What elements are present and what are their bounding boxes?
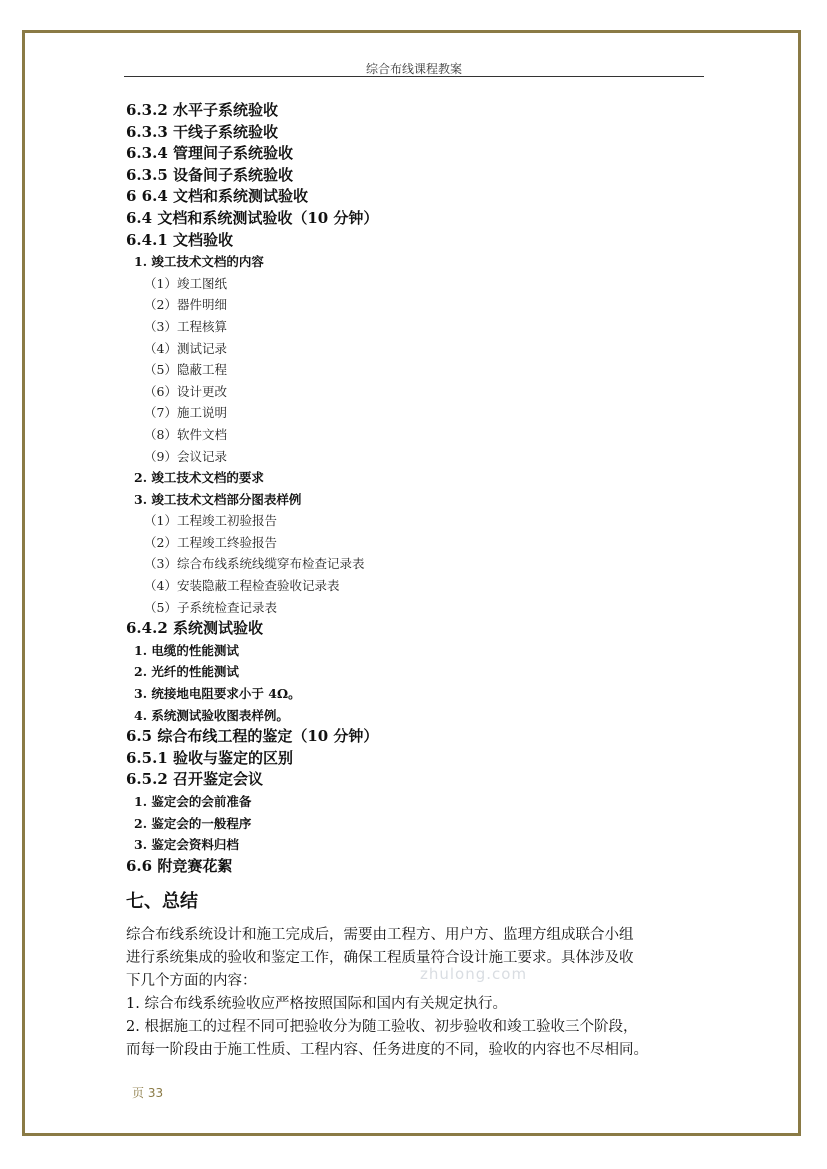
outline-numbered-item: 1. 电缆的性能测试 (134, 642, 239, 658)
summary-line: 而每一阶段由于施工性质、工程内容、任务进度的不同，验收的内容也不尽相同。 (126, 1042, 648, 1058)
outline-numbered-item: 2. 光纤的性能测试 (134, 664, 239, 680)
outline-heading: 6.5.2 召开鉴定会议 (126, 770, 263, 789)
summary-title: 七、总结 (126, 891, 198, 912)
outline-numbered-item: 1. 鉴定会的会前准备 (134, 794, 252, 809)
outline-heading: 6.3.4 管理间子系统验收 (126, 144, 293, 163)
page-number: 页 33 (132, 1086, 164, 1100)
outline-sub-item: （3）工程核算 (144, 318, 227, 334)
outline-heading: 6.4.1 文档验收 (126, 230, 233, 249)
outline-heading: 6.5 综合布线工程的鉴定（10 分钟） (126, 727, 379, 746)
outline-numbered-item: 3. 竣工技术文档部分图表样例 (134, 491, 302, 507)
outline-sub-item: （8）软件文档 (144, 426, 227, 442)
summary-line: 1. 综合布线系统验收应严格按照国际和国内有关规定执行。 (126, 996, 507, 1012)
outline-sub-item: （7）施工说明 (144, 405, 227, 421)
outline-sub-item: （2）器件明细 (144, 297, 227, 313)
outline-heading: 6.3.5 设备间子系统验收 (126, 165, 293, 184)
outline-sub-item: （6）设计更改 (144, 383, 227, 399)
outline-sub-item: （1）竣工图纸 (144, 275, 227, 291)
outline-list (126, 100, 706, 877)
outline-heading: 6.6 附竞赛花絮 (126, 856, 233, 875)
outline-numbered-item: 3. 鉴定会资料归档 (134, 837, 239, 853)
outline-sub-item: （4）安装隐蔽工程检查验收记录表 (144, 578, 340, 594)
outline-heading: 6.4.2 系统测试验收 (126, 619, 263, 638)
summary-line: 进行系统集成的验收和鉴定工作，确保工程质量符合设计施工要求。具体涉及收 (126, 950, 634, 966)
outline-heading: 6.3.2 水平子系统验收 (126, 101, 278, 119)
outline-sub-item: （9）会议记录 (144, 448, 227, 464)
outline-heading: 6.3.3 干线子系统验收 (126, 122, 278, 141)
outline-numbered-item: 2. 鉴定会的一般程序 (134, 815, 252, 831)
outline-numbered-item: 4. 系统测试验收图表样例。 (134, 707, 289, 723)
outline-sub-item: （4）测试记录 (144, 340, 227, 356)
summary-paragraph (126, 924, 700, 1062)
outline-numbered-item: 3. 统接地电阻要求小于 4Ω。 (134, 686, 301, 702)
outline-heading: 6.5.1 验收与鉴定的区别 (126, 748, 293, 767)
page-header: 综合布线课程教案 (365, 62, 462, 76)
outline-numbered-item: 1. 竣工技术文档的内容 (134, 254, 264, 270)
outline-sub-item: （2）工程竣工终验报告 (144, 534, 277, 550)
outline-sub-item: （5）隐蔽工程 (144, 362, 227, 378)
outline-heading: 6.4 文档和系统测试验收（10 分钟） (126, 208, 379, 227)
outline-heading: 6 6.4 文档和系统测试验收 (126, 187, 308, 206)
outline-sub-item: （1）工程竣工初验报告 (144, 513, 277, 529)
summary-line: 综合布线系统设计和施工完成后，需要由工程方、用户方、监理方组成联合小组 (126, 927, 634, 943)
summary-line: 下几个方面的内容： (126, 973, 257, 989)
header-rule (124, 76, 704, 77)
watermark: zhulong.com (420, 965, 528, 983)
outline-sub-item: （3）综合布线系统线缆穿布检查记录表 (144, 556, 365, 572)
outline-sub-item: （5）子系统检查记录表 (144, 599, 277, 615)
summary-line: 2. 根据施工的过程不同可把验收分为随工验收、初步验收和竣工验收三个阶段， (126, 1019, 638, 1035)
outline-numbered-item: 2. 竣工技术文档的要求 (134, 470, 264, 486)
